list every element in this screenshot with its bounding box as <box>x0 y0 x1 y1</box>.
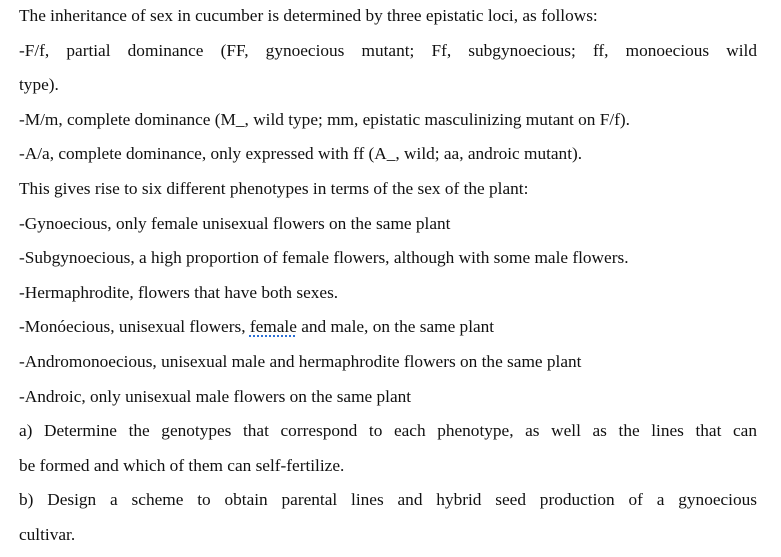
phenotype-monoecious <box>19 314 757 349</box>
f-locus-line-1: -F/f, partial dominance (FF, gynoecious mutant; Ff, subgynoecious; ff, monoecious wild <box>19 40 757 60</box>
phenotype-hermaphrodite: -Hermaphrodite, flowers that have both sexes. <box>19 282 339 302</box>
intro-text: The inheritance of sex in cucumber is determined by three epistatic loci, as follows: <box>19 6 598 25</box>
phenotype-androic: -Androic, only unisexual male flowers on the same plant <box>19 386 412 406</box>
m-locus-text: -M/m, complete dominance (M_, wild type; mm, epistatic masculinizing mutant on F/f). <box>19 109 630 129</box>
phenotypes-intro: This gives rise to six different phenotypes in terms of the sex of the plant: <box>19 178 529 198</box>
spellcheck-flagged-word[interactable]: female <box>249 317 297 337</box>
a-locus-text: -A/a, complete dominance, only expressed with ff (A_, wild; aa, androic mutant). <box>19 144 583 164</box>
phenotype-subgynoecious: -Subgynoecious, a high proportion of female flowers, although with some male flowers. <box>19 248 629 268</box>
question-b-line-2: cultivar. <box>19 524 76 544</box>
monoecious-text-start: -Monóecious, unisexual flowers, <box>19 317 250 337</box>
question-a-line-2: be formed and which of them can self-fertilize. <box>19 455 345 475</box>
question-a-line-1: a) Determine the genotypes that correspond to each phenotype, as well as the lines that can <box>19 421 757 441</box>
phenotype-gynoecious: -Gynoecious, only female unisexual flowers on the same plant <box>19 213 451 233</box>
monoecious-text-end: and male, on the same plant <box>296 317 495 337</box>
document-body <box>19 3 757 557</box>
question-b-line-1: b) Design a scheme to obtain parental lines and hybrid seed production of a gynoecious <box>19 490 757 510</box>
f-locus-line-2: type). <box>19 75 59 95</box>
phenotype-andromonoecious: -Andromonoecious, unisexual male and hermaphrodite flowers on the same plant <box>19 351 582 371</box>
